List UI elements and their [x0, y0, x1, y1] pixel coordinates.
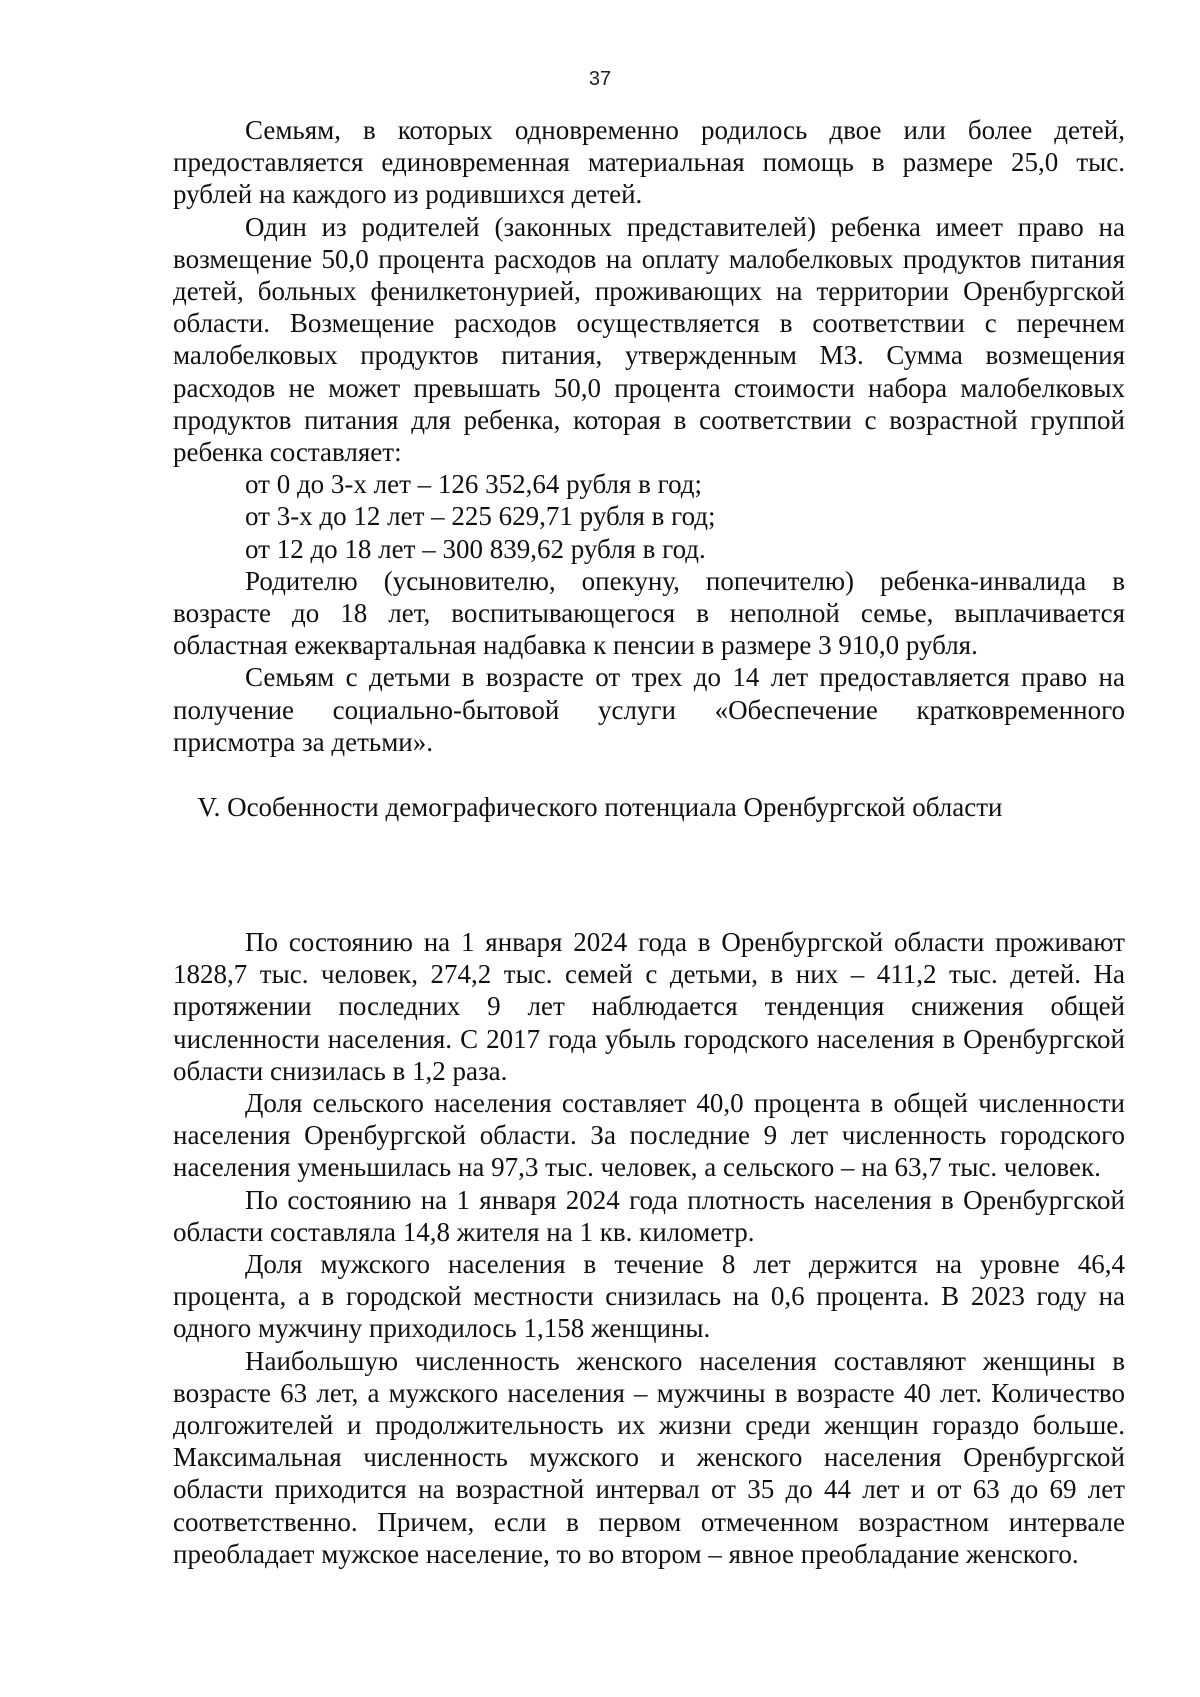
paragraph-childcare-service: Семьям с детьми в возрасте от трех до 14 лет предоставляется право на получение социально-бытовой услуги «Обеспечение кратковременного присмотра за детьми». [173, 662, 1125, 757]
paragraph-population: По состоянию на 1 января 2024 года в Оренбургской области проживают 1828,7 тыс. человек, 274,2 тыс. семей с детьми, в них – 411,2 тыс. детей. На протяжении последних 9 лет наблюдается тенденция снижения общей численности населения. С 2017 года убыль городского населения в Оренбургской области снизилась в 1,2 раза. [173, 927, 1125, 1086]
text-block-demographics [173, 926, 1125, 1570]
paragraph-age-structure: Наибольшую численность женского населения составляют женщины в возрасте 63 лет, а мужского населения – мужчины в возрасте 40 лет. Количество долгожителей и продолжительность их жизни среди женщин гораздо больше. Максимальная численность мужского и женского населения Оренбургской области приходится на возрастной интервал от 35 до 44 лет и от 63 до 69 лет соответственно. Причем, если в первом отмеченном возрастном интервале преобладает мужское население, то во втором – явное преобладание женского. [173, 1345, 1125, 1569]
text-block-benefits [173, 114, 1125, 758]
list-item: от 3-х до 12 лет – 225 629,71 рубля в год; [245, 501, 716, 532]
list-item: от 12 до 18 лет – 300 839,62 рубля в год. [245, 533, 706, 564]
paragraph-male-share: Доля мужского населения в течение 8 лет держится на уровне 46,4 процента, а в городской местности снизилась на 0,6 процента. В 2023 году на одного мужчину приходилось 1,158 женщины. [173, 1249, 1125, 1344]
section-heading: V. Особенности демографического потенциала Оренбургской области [197, 792, 1003, 822]
paragraph-density: По состоянию на 1 января 2024 года плотность населения в Оренбургской области составляла 14,8 жителя на 1 кв. километр. [173, 1184, 1125, 1247]
page-number: 37 [588, 68, 612, 90]
paragraph-phenylketonuria-compensation: Один из родителей (законных представителей) ребенка имеет право на возмещение 50,0 процента расходов на оплату малобелковых продуктов питания детей, больных фенилкетонурией, проживающих на территории Оренбургской области. Возмещение расходов осуществляется в соответствии с перечнем малобелковых продуктов питания, утвержденным МЗ. Сумма возмещения расходов не может превышать 50,0 процента стоимости набора малобелковых продуктов питания для ребенка, которая в соответствии с возрастной группой ребенка составляет: [173, 211, 1125, 468]
paragraph-rural-share: Доля сельского населения составляет 40,0 процента в общей численности населения Оренбургской области. За последние 9 лет численность городского населения уменьшилась на 97,3 тыс. человек, а сельского – на 63,7 тыс. человек. [173, 1088, 1125, 1183]
paragraph-twins-aid: Семьям, в которых одновременно родилось двое или более детей, предоставляется единовременная материальная помощь в размере 25,0 тыс. рублей на каждого из родившихся детей. [173, 115, 1125, 210]
list-item: от 0 до 3-х лет – 126 352,64 рубля в год; [245, 469, 703, 500]
paragraph-disabled-child-allowance: Родителю (усыновителю, опекуну, попечителю) ребенка-инвалида в возрасте до 18 лет, воспитывающегося в неполной семье, выплачивается областная ежеквартальная надбавка к пенсии в размере 3 910,0 рубля. [173, 565, 1125, 661]
